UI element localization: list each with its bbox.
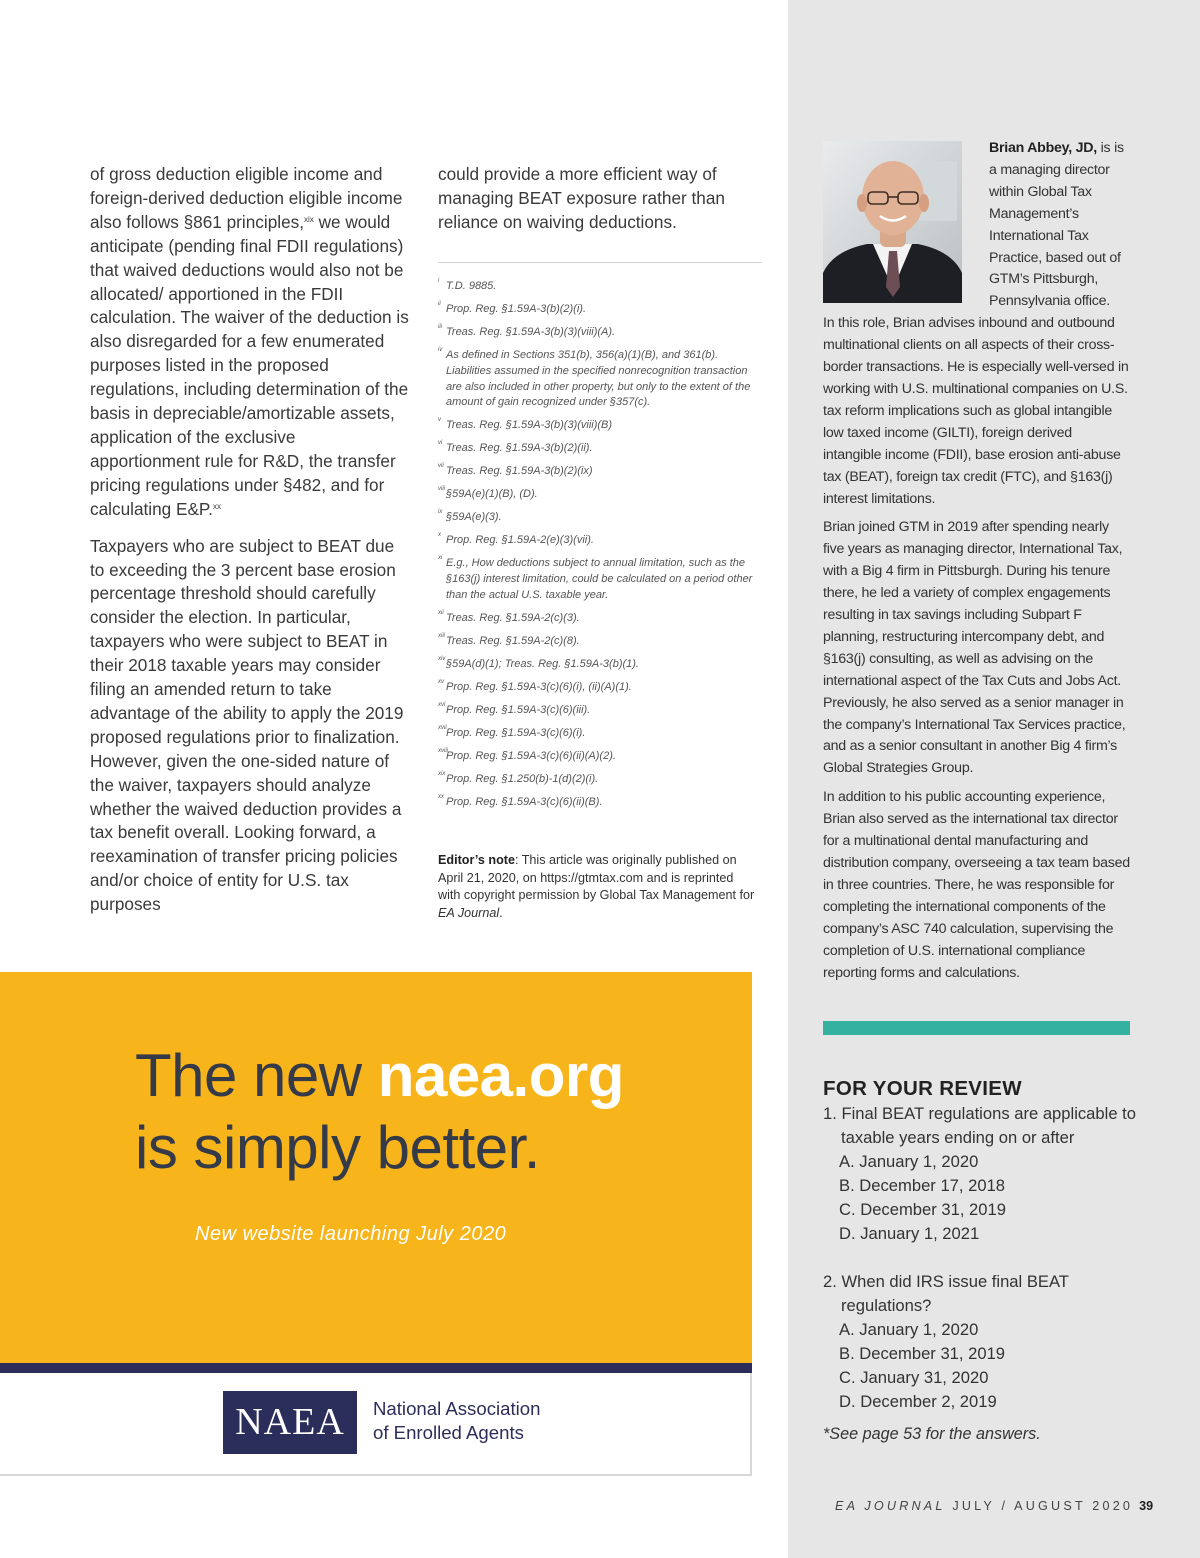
- footnote-number: x: [438, 532, 441, 539]
- answer-option: B. December 31, 2019: [839, 1344, 1006, 1363]
- article-column-2: [438, 163, 758, 235]
- footnote: [438, 634, 756, 650]
- footnote-text: §59A(e)(1)(B), (D).: [446, 488, 538, 501]
- footnote-number: xviii: [438, 747, 448, 754]
- journal-name: EA Journal: [438, 905, 500, 920]
- footnote-text: Prop. Reg. §1.59A-3(b)(2)(i).: [446, 302, 586, 315]
- answer-option: A. January 1, 2020: [839, 1320, 979, 1339]
- ad-subheadline: New website launching July 2020: [195, 1223, 507, 1245]
- footnote: [438, 348, 756, 411]
- footnote-number: iii: [438, 323, 442, 330]
- footnote-number: xix: [438, 770, 446, 777]
- footnote-reference: xix: [304, 214, 314, 224]
- author-name: Brian Abbey, JD,: [989, 140, 1097, 156]
- ad-headline-text: The new: [135, 1042, 378, 1109]
- footnote: [438, 464, 756, 480]
- footnote-number: xx: [438, 793, 444, 800]
- review-question: 2. When did IRS issue final BEAT regulations?: [823, 1272, 1069, 1315]
- footnote-number: vi: [438, 440, 443, 447]
- answer-option: B. December 17, 2018: [839, 1176, 1006, 1195]
- ad-website-link[interactable]: naea.org: [377, 1042, 624, 1109]
- footnote: [438, 726, 756, 742]
- footnotes-list: [438, 279, 756, 818]
- bio-paragraph: In addition to his public accounting experience, Brian also served as the international tax director for a multinational dental manufacturing and distribution company, overseeing a tax team based in three countries. There, he was responsible for completing the international components of the company’s ASC 740 calculation, supervising the completion of U.S. international compliance reporting forms and calculations.: [823, 789, 1130, 981]
- article-paragraph: Taxpayers who are subject to BEAT due to exceeding the 3 percent base erosion percentage threshold should carefully consider the election. In particular, taxpayers who were subject to BEAT in their 2018 taxable years may consider filing an amended return to take advantage of the ability to apply the 2019 proposed regulations prior to finalization. However, given the one-sided nature of the waiver, taxpayers should analyze whether the waived deduction provides a tax benefit overall. Looking forward, a reexamination of transfer pricing policies and/or choice of entity for U.S. tax purposes: [90, 535, 404, 915]
- footnote: [438, 325, 756, 341]
- naea-logo: NAEA: [223, 1391, 357, 1454]
- answer-option: D. December 2, 2019: [839, 1392, 997, 1411]
- ad-headline: [135, 1040, 624, 1184]
- answers-note: *See page 53 for the answers.: [823, 1425, 1041, 1443]
- footnote-text: T.D. 9885.: [446, 280, 497, 292]
- editors-note-text: : This article was originally published on April 21, 2020, on https://gtmtax.com and is reprinted with copyright permission by Global Tax Management for: [438, 853, 755, 903]
- editors-note-text: .: [499, 905, 503, 920]
- footnote-text: Prop. Reg. §1.59A-3(c)(6)(ii)(A)(2).: [446, 749, 616, 762]
- footnote: [438, 302, 756, 318]
- footnote: [438, 556, 756, 603]
- ad-headline-line: [135, 1040, 624, 1112]
- footnote-number: xiv: [438, 655, 446, 662]
- footnote-text: Treas. Reg. §1.59A-2(c)(8).: [446, 634, 580, 647]
- footnote-text: Treas. Reg. §1.59A-3(b)(2)(ii).: [446, 442, 593, 455]
- footnote: [438, 279, 756, 295]
- folio-journal: EA JOURNAL: [835, 1499, 946, 1513]
- footnote-number: viii: [438, 486, 445, 493]
- footnote-number: v: [438, 417, 441, 424]
- footnote-number: xvii: [438, 724, 447, 731]
- footnote-number: i: [438, 278, 440, 284]
- review-question: 1. Final BEAT regulations are applicable to taxable years ending on or after: [823, 1104, 1137, 1147]
- footnote: [438, 611, 756, 627]
- footnote-text: E.g., How deductions subject to annual limitation, such as the §163(j) interest limitation, could be calculated on a period other than the actual U.S. taxable year.: [446, 557, 753, 601]
- footnote-number: vii: [438, 463, 444, 470]
- footnote: [438, 441, 756, 457]
- footnote: [438, 533, 756, 549]
- footnote: [438, 487, 756, 503]
- footnote-text: As defined in Sections 351(b), 356(a)(1)(B), and 361(b). Liabilities assumed in the specified nonrecognition transaction are also included in other property, but only to the extent of the amount of gain recognized under §357(c).: [446, 348, 751, 409]
- footnote-text: Prop. Reg. §1.59A-3(c)(6)(i), (ii)(A)(1).: [446, 680, 632, 693]
- article-column-1: [90, 163, 410, 917]
- footnote-number: xv: [438, 678, 444, 685]
- author-bio: [823, 138, 1133, 984]
- footnote-text: §59A(e)(3).: [446, 511, 502, 524]
- footnote-number: ix: [438, 509, 443, 516]
- footnote-text: Treas. Reg. §1.59A-2(c)(3).: [446, 611, 580, 624]
- page-folio: [835, 1499, 1153, 1513]
- folio-issue: JULY / AUGUST 2020: [952, 1499, 1134, 1513]
- footnote: [438, 703, 756, 719]
- footnote-reference: xx: [212, 501, 221, 511]
- footnote-number: xi: [438, 555, 443, 562]
- footnote: [438, 772, 756, 788]
- footnote-text: Treas. Reg. §1.59A-3(b)(2)(ix): [446, 465, 593, 478]
- bio-paragraph: Brian joined GTM in 2019 after spending nearly five years as managing director, International Tax, with a Big 4 firm in Pittsburgh. During his tenure there, he led a variety of complex engagements resulting in tax savings including Subpart F planning, restructuring intercompany debt, and §163(j) consulting, as well as advising on the international aspect of the Tax Cuts and Jobs Act. Previously, he also served as a senior manager in the company’s International Tax Services practice, and as a senior consultant in another Big 4 firm’s Global Strategies Group.: [823, 519, 1126, 777]
- footnote-number: xvi: [438, 701, 446, 708]
- footnote-text: Prop. Reg. §1.59A-2(e)(3)(vii).: [446, 534, 594, 547]
- answer-option: C. January 31, 2020: [839, 1368, 989, 1387]
- author-intro-text: is is a managing director within Global Tax Management’s International Tax Practice, based out of GTM’s Pittsburgh, Pennsylvania office.: [989, 140, 1124, 310]
- ad-navy-band: [0, 1363, 752, 1373]
- paragraph-text: of gross deduction eligible income and foreign-derived deduction eligible income also follows §861 principles,: [90, 164, 403, 232]
- footnote: [438, 749, 756, 765]
- footnote: [438, 795, 756, 811]
- footnote-number: iv: [438, 346, 443, 353]
- footnote-number: ii: [438, 300, 441, 307]
- review-heading: FOR YOUR REVIEW: [823, 1077, 1022, 1100]
- footnote: [438, 657, 756, 673]
- footnote-text: Prop. Reg. §1.59A-3(c)(6)(iii).: [446, 703, 591, 716]
- answer-option: C. December 31, 2019: [839, 1200, 1006, 1219]
- footnote-number: xii: [438, 609, 444, 616]
- article-paragraph: [90, 163, 410, 522]
- footnote-text: Treas. Reg. §1.59A-3(b)(3)(viii)(A).: [446, 325, 616, 338]
- org-name-line: National Association: [373, 1398, 541, 1419]
- answer-option: A. January 1, 2020: [839, 1152, 979, 1171]
- answer-option: D. January 1, 2021: [839, 1224, 980, 1243]
- footnote: [438, 510, 756, 526]
- footnote-text: §59A(d)(1); Treas. Reg. §1.59A-3(b)(1).: [446, 657, 639, 670]
- footnote-text: Prop. Reg. §1.250(b)-1(d)(2)(i).: [446, 772, 599, 785]
- section-divider-bar: [823, 1021, 1130, 1035]
- footnote: [438, 418, 756, 434]
- footnote-text: Prop. Reg. §1.59A-3(c)(6)(ii)(B).: [446, 795, 603, 808]
- footnote-divider: [438, 262, 762, 263]
- author-intro: [989, 138, 1133, 313]
- footnote: [438, 680, 756, 696]
- review-section: [823, 1076, 1153, 1444]
- spacer: [823, 1246, 1153, 1270]
- org-name-line: of Enrolled Agents: [373, 1422, 524, 1443]
- editors-note-label: Editor’s note: [438, 853, 515, 867]
- paragraph-text: we would anticipate (pending final FDII regulations) that waived deductions would also not be allocated/ apportioned in the FDII calculation. The waiver of the deduction is also disregarded for a few enumerated purposes listed in the proposed regulations, including determination of the basis in depreciable/amortizable assets, application of the exclusive apportionment rule for R&D, the transfer pricing regulations under §482, and for calculating E&P.: [90, 211, 409, 519]
- footnote-number: xiii: [438, 632, 445, 639]
- editors-note: [438, 852, 756, 922]
- footnote-text: Prop. Reg. §1.59A-3(c)(6)(i).: [446, 726, 586, 739]
- ad-headline-line: is simply better.: [135, 1114, 540, 1181]
- page-number: 39: [1139, 1499, 1154, 1513]
- naea-org-name: [373, 1397, 540, 1445]
- bio-paragraph: In this role, Brian advises inbound and outbound multinational clients on all aspects of their cross-border transactions. He is especially well-versed in working with U.S. multinational companies on U.S. tax reform implications such as global intangible low taxed income (GILTI), foreign derived intangible income (FDII), base erosion anti-abuse tax (BEAT), foreign tax credit (FTC), and §163(j) interest limitations.: [823, 315, 1129, 507]
- article-paragraph: could provide a more efficient way of managing BEAT exposure rather than reliance on waiving deductions.: [438, 164, 725, 232]
- footnote-text: Treas. Reg. §1.59A-3(b)(3)(viii)(B): [446, 419, 613, 432]
